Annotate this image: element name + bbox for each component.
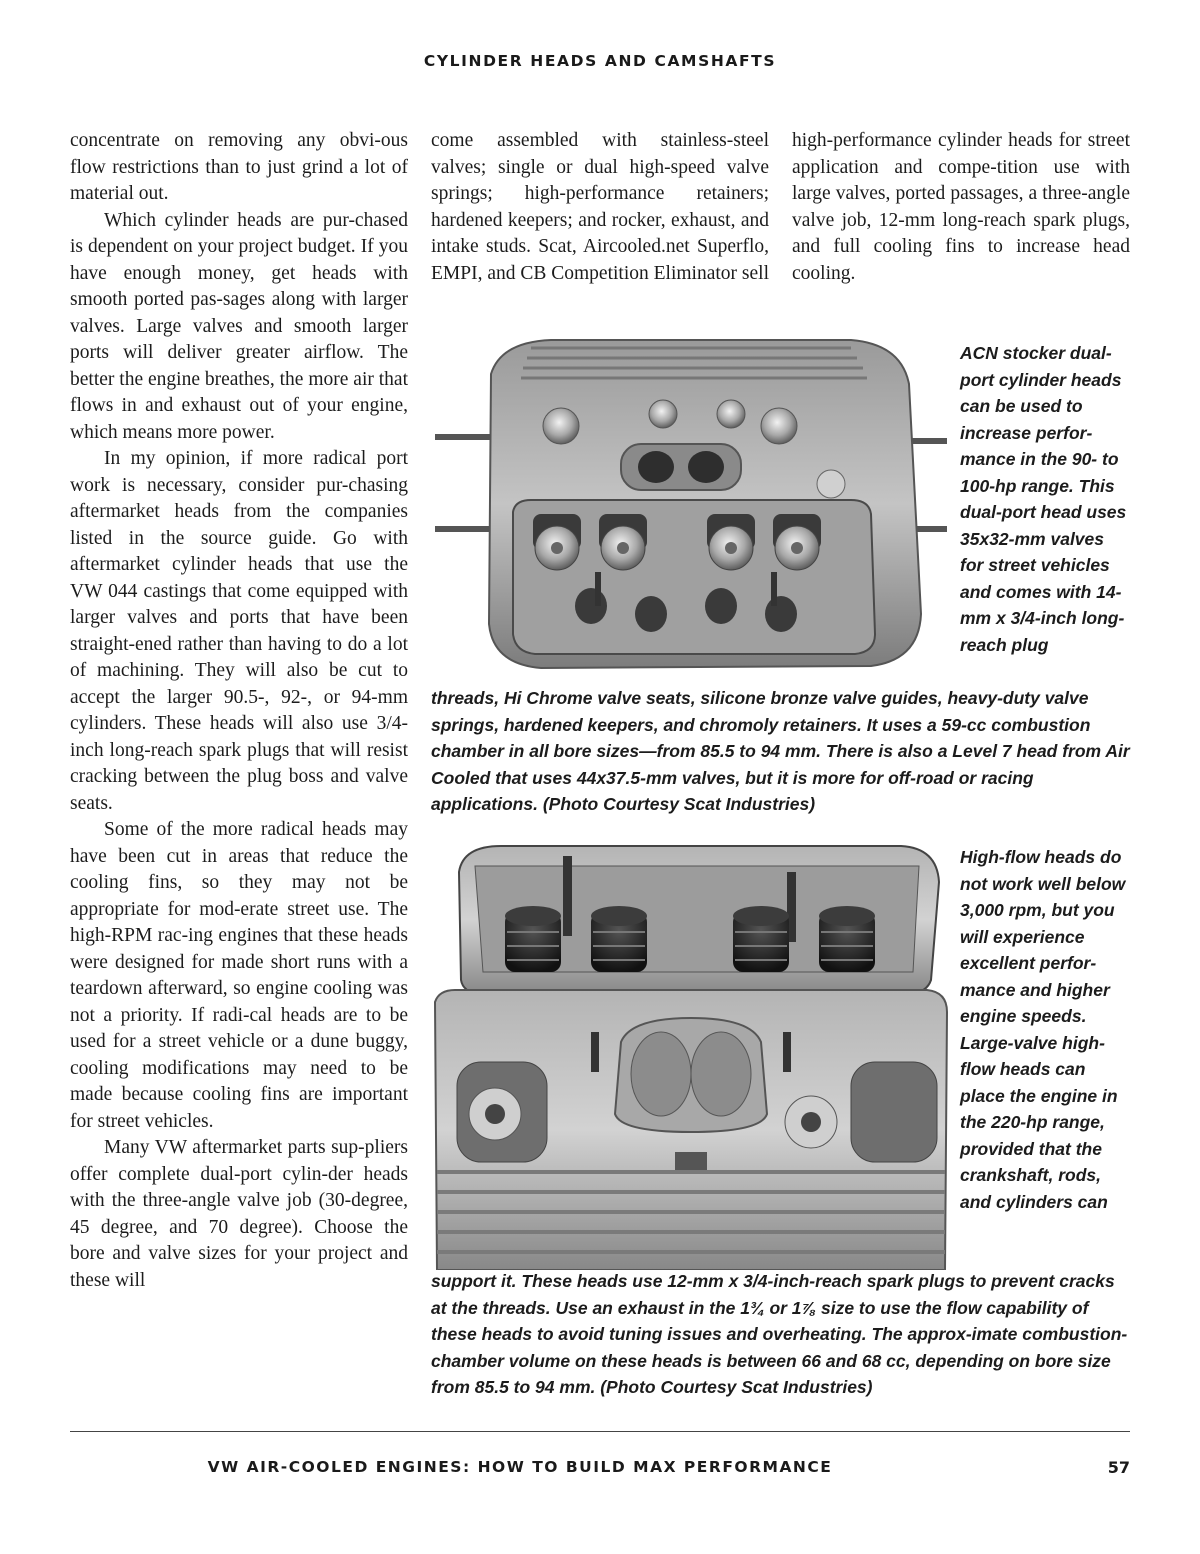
figure-1-caption-full: threads, Hi Chrome valve seats, silicone bronze valve guides, heavy-duty valve springs, hardened keepers, and chromoly retainers. It uses a 59-cc combustion chamber in all bore sizes—from 85.5 to 94 mm. There is also a Level 7 head from Air Cooled that uses 44x37.5-mm valves, but it is more for off-road or racing applications. (Photo Courtesy Scat Industries) [431, 688, 1130, 814]
paragraph: high-performance cylinder heads for street application and compe-tition use with large valves, ported passages, a three-angle valve job, 12-mm long-reach spark plugs, and full cooling fins to increase head cooling. [792, 130, 1130, 284]
text-column-3 [792, 128, 1130, 287]
paragraph: come assembled with stainless-steel valves; single or dual high-speed valve springs; high-performance retainers; hardened keepers; and rocker, exhaust, and intake studs. Scat, Aircooled.net Superflo, EMPI, and CB Competition Eliminator sell [431, 130, 769, 284]
cylinder-head-photo-2 [431, 842, 951, 1270]
paragraph: concentrate on removing any obvi-ous flow restrictions than to just grind a lot of material out. [70, 130, 408, 204]
page-number: 57 [1107, 1458, 1130, 1477]
footer-rule [70, 1431, 1130, 1432]
cylinder-head-photo-1 [431, 334, 951, 682]
text-column-2 [431, 128, 769, 287]
running-head: CYLINDER HEADS AND CAMSHAFTS [423, 52, 777, 70]
text-column-1 [70, 128, 408, 1294]
footer-book-title: VW AIR-COOLED ENGINES: HOW TO BUILD MAX PERFORMANCE [207, 1458, 833, 1476]
figure-2-caption-full: support it. These heads use 12-mm x 3/4-inch-reach spark plugs to prevent cracks at the threads. Use an exhaust in the 1¾ or 1⅞ size to use the flow capability of these heads to avoid tuning issues and overheating. The approx-imate combustion-chamber volume on these heads is between 66 and 68 cc, depending on bore size from 85.5 to 94 mm. (Photo Courtesy Scat Industries) [431, 1271, 1128, 1397]
paragraph: Some of the more radical heads may have been cut in areas that reduce the cooling fins, so they may not be appropriate for mod-erate street use. The high-RPM rac-ing engines that these heads were designed for made short runs with a teardown afterward, so engine cooling was not a priority. If radi-cal heads are to be used for a street vehicle or a dune buggy, cooling modifications may need to be made because cooling fins are important for street vehicles. [70, 819, 408, 1132]
figure-2-caption-side: High-flow heads do not work well below 3,000 rpm, but you will experience excellent perfor-mance and higher engine speeds. Large-valve high-flow heads can place the engine in the 220-hp range, provided that the crankshaft, rods, and cylinders can [960, 847, 1126, 1212]
paragraph: In my opinion, if more radical port work is necessary, consider pur-chasing aftermarket heads from the companies listed in the source guide. Go with aftermarket cylinder heads that use the VW 044 castings that come equipped with larger valves and ports that have been straight-ened rather than having to do a lot of machining. They will also be cut to accept the larger 90.5-, 92-, or 94-mm cylinders. These heads will also use 3/4-inch long-reach spark plugs that will resist cracking between the plug boss and valve seats. [70, 448, 408, 814]
paragraph: Many VW aftermarket parts sup-pliers offer complete dual-port cylin-der heads with the three-angle valve job (30-degree, 45 degree, and 70 degree). Choose the bore and valve sizes for your project and these will [70, 1137, 408, 1291]
figure-1-caption-side: ACN stocker dual-port cylinder heads can be used to increase perfor-mance in the 90- to 100-hp range. This dual-port head uses 35x32-mm valves for street vehicles and comes with 14-mm x 3/4-inch long-reach plug [960, 343, 1127, 655]
paragraph: Which cylinder heads are pur-chased is dependent on your project budget. If you have enough money, get heads with smooth ported pas-sages along with larger valves. Large valves and smooth larger ports will deliver greater airflow. The better the engine breathes, the more air that flows in and exhaust out of your engine, which means more power. [70, 209, 408, 443]
